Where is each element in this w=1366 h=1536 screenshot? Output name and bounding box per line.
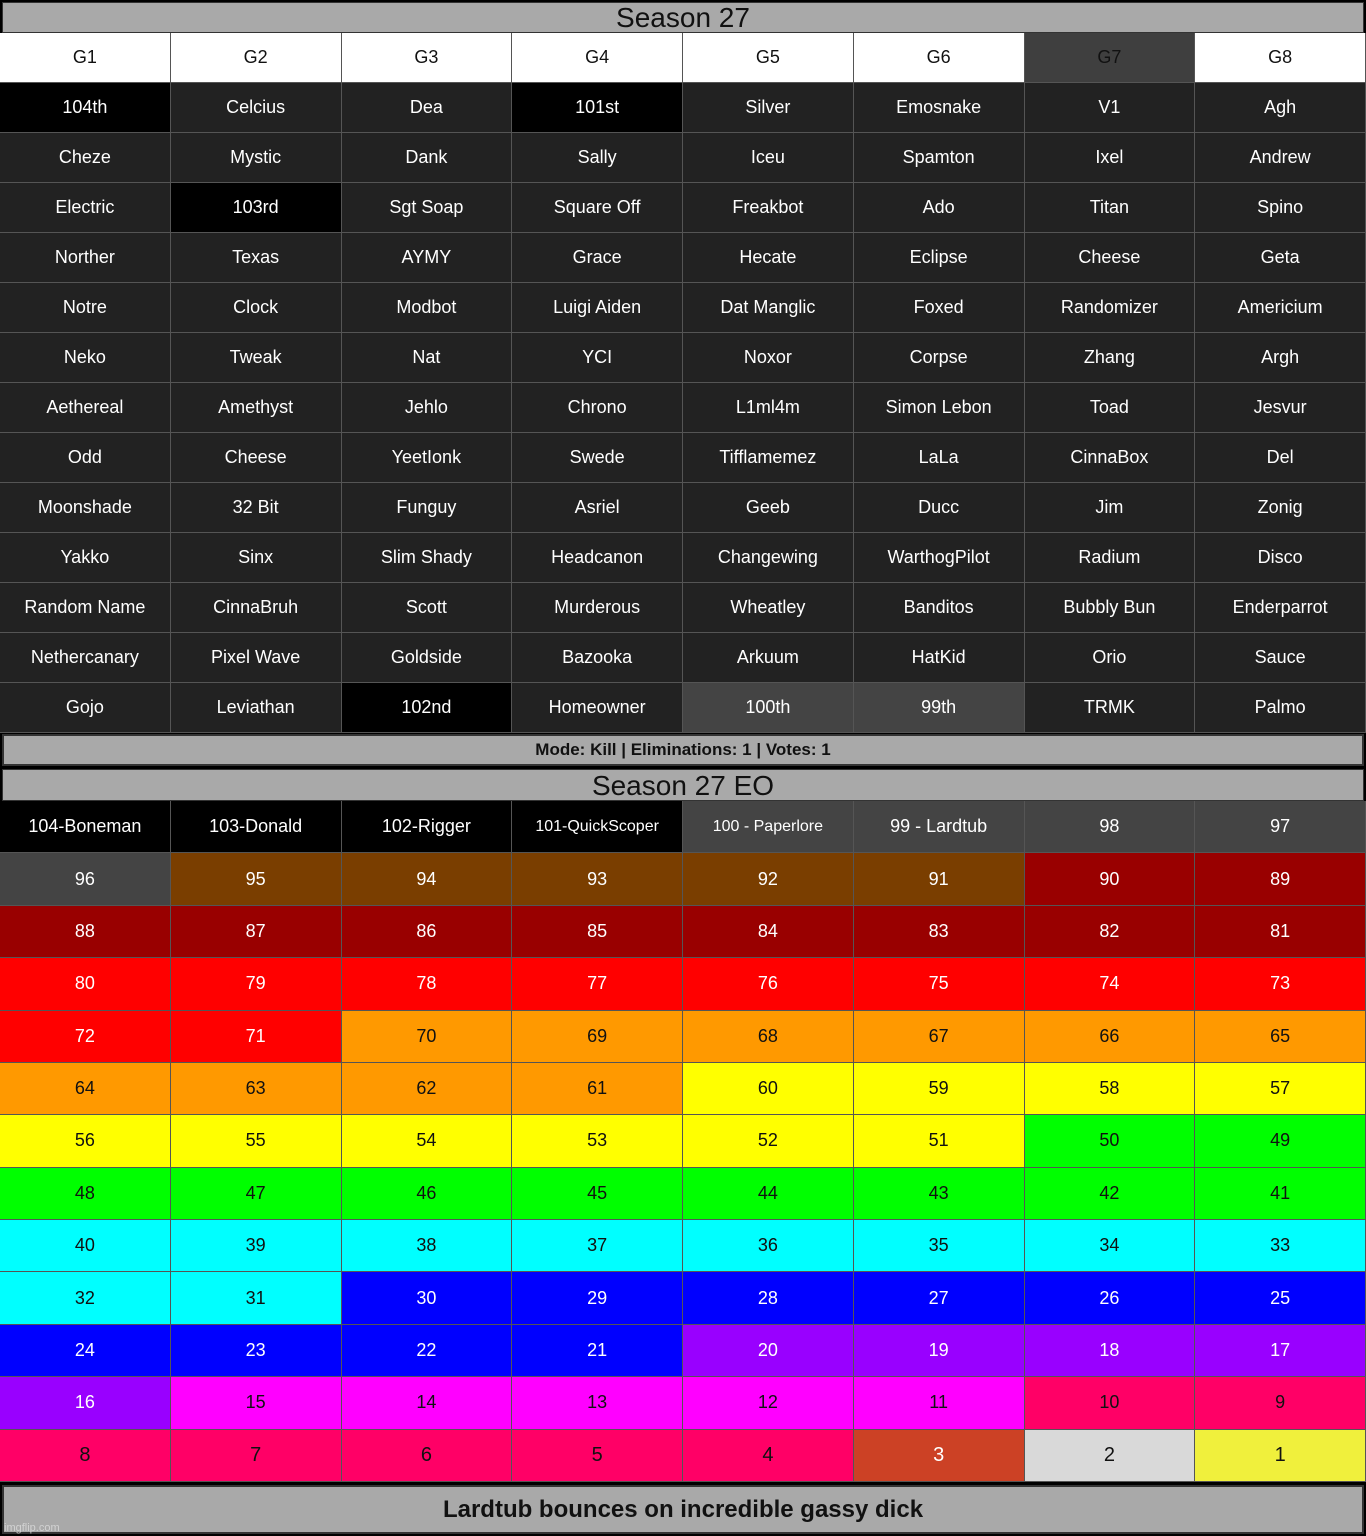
contestant-cell: Cheese: [171, 433, 342, 483]
placement-cell: 104-Boneman: [0, 801, 171, 853]
contestant-cell: Slim Shady: [342, 533, 513, 583]
placement-cell: 47: [171, 1168, 342, 1220]
placement-cell: 21: [512, 1325, 683, 1377]
contestant-cell: WarthogPilot: [854, 533, 1025, 583]
contestant-cell: Amethyst: [171, 383, 342, 433]
contestant-cell: Eclipse: [854, 233, 1025, 283]
contestant-cell: Luigi Aiden: [512, 283, 683, 333]
contestant-cell: Electric: [0, 183, 171, 233]
contestant-cell: Randomizer: [1025, 283, 1196, 333]
placement-cell: 3: [854, 1430, 1025, 1482]
season-grid: [0, 33, 1366, 733]
watermark: imgflip.com: [4, 1522, 60, 1534]
placement-cell: 67: [854, 1011, 1025, 1063]
contestant-cell: TRMK: [1025, 683, 1196, 733]
placement-cell: 103-Donald: [171, 801, 342, 853]
placement-cell: 97: [1195, 801, 1366, 853]
contestant-cell: Texas: [171, 233, 342, 283]
contestant-cell: Banditos: [854, 583, 1025, 633]
placement-cell: 14: [342, 1377, 513, 1429]
placement-cell: 19: [854, 1325, 1025, 1377]
placement-cell: 42: [1025, 1168, 1196, 1220]
placement-cell: 77: [512, 958, 683, 1010]
placement-cell: 6: [342, 1430, 513, 1482]
contestant-cell: Bubbly Bun: [1025, 583, 1196, 633]
placement-cell: 65: [1195, 1011, 1366, 1063]
contestant-cell: Spino: [1195, 183, 1366, 233]
placement-cell: 56: [0, 1115, 171, 1167]
contestant-cell: Changewing: [683, 533, 854, 583]
placement-cell: 22: [342, 1325, 513, 1377]
contestant-cell: Swede: [512, 433, 683, 483]
contestant-cell: Dank: [342, 133, 513, 183]
contestant-cell: Dat Manglic: [683, 283, 854, 333]
placement-cell: 57: [1195, 1063, 1366, 1115]
placement-cell: 100 - Paperlore: [683, 801, 854, 853]
placement-cell: 44: [683, 1168, 854, 1220]
footer-caption: Lardtub bounces on incredible gassy dick: [2, 1485, 1364, 1534]
contestant-cell: Scott: [342, 583, 513, 633]
placement-cell: 80: [0, 958, 171, 1010]
contestant-cell: Nethercanary: [0, 633, 171, 683]
placement-cell: 15: [171, 1377, 342, 1429]
placement-cell: 35: [854, 1220, 1025, 1272]
contestant-cell: Argh: [1195, 333, 1366, 383]
contestant-cell: Norther: [0, 233, 171, 283]
placement-cell: 30: [342, 1272, 513, 1324]
contestant-cell: Moonshade: [0, 483, 171, 533]
placement-cell: 60: [683, 1063, 854, 1115]
contestant-cell: L1ml4m: [683, 383, 854, 433]
placement-cell: 43: [854, 1168, 1025, 1220]
placement-cell: 51: [854, 1115, 1025, 1167]
contestant-cell: Yakko: [0, 533, 171, 583]
placement-cell: 64: [0, 1063, 171, 1115]
contestant-cell: Ixel: [1025, 133, 1196, 183]
placement-cell: 16: [0, 1377, 171, 1429]
placement-cell: 9: [1195, 1377, 1366, 1429]
placement-cell: 101-QuickScoper: [512, 801, 683, 853]
placement-cell: 55: [171, 1115, 342, 1167]
contestant-cell: Headcanon: [512, 533, 683, 583]
contestant-cell: Nat: [342, 333, 513, 383]
placement-cell: 98: [1025, 801, 1196, 853]
contestant-cell: Spamton: [854, 133, 1025, 183]
contestant-cell: Square Off: [512, 183, 683, 233]
contestant-cell: Jesvur: [1195, 383, 1366, 433]
placement-cell: 91: [854, 853, 1025, 905]
contestant-cell: Radium: [1025, 533, 1196, 583]
contestant-cell: YeetIonk: [342, 433, 513, 483]
contestant-cell: Modbot: [342, 283, 513, 333]
contestant-cell: Foxed: [854, 283, 1025, 333]
contestant-cell: Jim: [1025, 483, 1196, 533]
contestant-cell: Mystic: [171, 133, 342, 183]
contestant-cell: Dea: [342, 83, 513, 133]
placement-cell: 93: [512, 853, 683, 905]
contestant-cell: Clock: [171, 283, 342, 333]
placement-cell: 18: [1025, 1325, 1196, 1377]
placement-cell: 102-Rigger: [342, 801, 513, 853]
placement-cell: 58: [1025, 1063, 1196, 1115]
contestant-cell: Neko: [0, 333, 171, 383]
contestant-cell: Notre: [0, 283, 171, 333]
contestant-cell: Cheese: [1025, 233, 1196, 283]
contestant-cell: Sinx: [171, 533, 342, 583]
contestant-cell: Corpse: [854, 333, 1025, 383]
contestant-cell: Goldside: [342, 633, 513, 683]
season-header-g5: G5: [683, 33, 854, 83]
placement-cell: 66: [1025, 1011, 1196, 1063]
placement-cell: 33: [1195, 1220, 1366, 1272]
placement-cell: 59: [854, 1063, 1025, 1115]
placement-cell: 40: [0, 1220, 171, 1272]
contestant-cell: Sally: [512, 133, 683, 183]
contestant-cell: Disco: [1195, 533, 1366, 583]
placement-cell: 89: [1195, 853, 1366, 905]
placement-cell: 24: [0, 1325, 171, 1377]
placement-cell: 38: [342, 1220, 513, 1272]
placement-cell: 7: [171, 1430, 342, 1482]
contestant-cell: Zhang: [1025, 333, 1196, 383]
contestant-cell: Odd: [0, 433, 171, 483]
placement-cell: 76: [683, 958, 854, 1010]
contestant-cell: Ado: [854, 183, 1025, 233]
placement-cell: 17: [1195, 1325, 1366, 1377]
placement-cell: 52: [683, 1115, 854, 1167]
placement-cell: 95: [171, 853, 342, 905]
contestant-cell: Celcius: [171, 83, 342, 133]
contestant-cell: Agh: [1195, 83, 1366, 133]
eo-title: Season 27 EO: [2, 769, 1364, 801]
placement-cell: 12: [683, 1377, 854, 1429]
season-header-g6: G6: [854, 33, 1025, 83]
contestant-cell: Orio: [1025, 633, 1196, 683]
contestant-cell: CinnaBox: [1025, 433, 1196, 483]
placement-cell: 27: [854, 1272, 1025, 1324]
placement-cell: 2: [1025, 1430, 1196, 1482]
contestant-cell: Wheatley: [683, 583, 854, 633]
contestant-cell: Emosnake: [854, 83, 1025, 133]
placement-cell: 72: [0, 1011, 171, 1063]
placement-cell: 88: [0, 906, 171, 958]
contestant-cell: Palmo: [1195, 683, 1366, 733]
contestant-cell: YCI: [512, 333, 683, 383]
contestant-cell: Geta: [1195, 233, 1366, 283]
contestant-cell: Simon Lebon: [854, 383, 1025, 433]
contestant-cell: Del: [1195, 433, 1366, 483]
contestant-cell: Freakbot: [683, 183, 854, 233]
contestant-cell: Aethereal: [0, 383, 171, 433]
placement-cell: 54: [342, 1115, 513, 1167]
placement-cell: 41: [1195, 1168, 1366, 1220]
season-header-g4: G4: [512, 33, 683, 83]
contestant-cell: Asriel: [512, 483, 683, 533]
contestant-cell: Tweak: [171, 333, 342, 383]
placement-cell: 29: [512, 1272, 683, 1324]
contestant-cell: Bazooka: [512, 633, 683, 683]
placement-cell: 23: [171, 1325, 342, 1377]
placement-cell: 20: [683, 1325, 854, 1377]
contestant-cell: Homeowner: [512, 683, 683, 733]
placement-cell: 13: [512, 1377, 683, 1429]
season-title: Season 27: [2, 2, 1364, 33]
contestant-cell: Iceu: [683, 133, 854, 183]
contestant-cell: 104th: [0, 83, 171, 133]
placement-cell: 50: [1025, 1115, 1196, 1167]
contestant-cell: Jehlo: [342, 383, 513, 433]
season-header-g2: G2: [171, 33, 342, 83]
contestant-cell: 103rd: [171, 183, 342, 233]
placement-cell: 96: [0, 853, 171, 905]
placement-cell: 45: [512, 1168, 683, 1220]
placement-cell: 73: [1195, 958, 1366, 1010]
placement-cell: 70: [342, 1011, 513, 1063]
contestant-cell: Pixel Wave: [171, 633, 342, 683]
placement-cell: 26: [1025, 1272, 1196, 1324]
placement-cell: 4: [683, 1430, 854, 1482]
placement-cell: 36: [683, 1220, 854, 1272]
placement-cell: 5: [512, 1430, 683, 1482]
placement-cell: 39: [171, 1220, 342, 1272]
season-header-g1: G1: [0, 33, 171, 83]
contestant-cell: Arkuum: [683, 633, 854, 683]
contestant-cell: 32 Bit: [171, 483, 342, 533]
placement-cell: 85: [512, 906, 683, 958]
contestant-cell: Random Name: [0, 583, 171, 633]
contestant-cell: Americium: [1195, 283, 1366, 333]
placement-cell: 62: [342, 1063, 513, 1115]
placement-cell: 75: [854, 958, 1025, 1010]
placement-cell: 8: [0, 1430, 171, 1482]
placement-cell: 74: [1025, 958, 1196, 1010]
contestant-cell: Geeb: [683, 483, 854, 533]
contestant-cell: Enderparrot: [1195, 583, 1366, 633]
placement-cell: 94: [342, 853, 513, 905]
season-header-g3: G3: [342, 33, 513, 83]
contestant-cell: AYMY: [342, 233, 513, 283]
placement-cell: 69: [512, 1011, 683, 1063]
contestant-cell: Murderous: [512, 583, 683, 633]
contestant-cell: Tifflamemez: [683, 433, 854, 483]
placement-cell: 83: [854, 906, 1025, 958]
eo-grid: [0, 801, 1366, 1482]
placement-cell: 49: [1195, 1115, 1366, 1167]
contestant-cell: Sauce: [1195, 633, 1366, 683]
placement-cell: 11: [854, 1377, 1025, 1429]
contestant-cell: Cheze: [0, 133, 171, 183]
contestant-cell: CinnaBruh: [171, 583, 342, 633]
contestant-cell: Titan: [1025, 183, 1196, 233]
placement-cell: 48: [0, 1168, 171, 1220]
contestant-cell: Silver: [683, 83, 854, 133]
placement-cell: 92: [683, 853, 854, 905]
contestant-cell: Grace: [512, 233, 683, 283]
placement-cell: 10: [1025, 1377, 1196, 1429]
placement-cell: 79: [171, 958, 342, 1010]
placement-cell: 90: [1025, 853, 1196, 905]
contestant-cell: HatKid: [854, 633, 1025, 683]
placement-cell: 63: [171, 1063, 342, 1115]
contestant-cell: Zonig: [1195, 483, 1366, 533]
contestant-cell: Sgt Soap: [342, 183, 513, 233]
contestant-cell: Funguy: [342, 483, 513, 533]
contestant-cell: 100th: [683, 683, 854, 733]
placement-cell: 28: [683, 1272, 854, 1324]
season-header-g8: G8: [1195, 33, 1366, 83]
placement-cell: 53: [512, 1115, 683, 1167]
contestant-cell: 101st: [512, 83, 683, 133]
placement-cell: 78: [342, 958, 513, 1010]
contestant-cell: LaLa: [854, 433, 1025, 483]
placement-cell: 31: [171, 1272, 342, 1324]
placement-cell: 34: [1025, 1220, 1196, 1272]
placement-cell: 99 - Lardtub: [854, 801, 1025, 853]
placement-cell: 1: [1195, 1430, 1366, 1482]
contestant-cell: Andrew: [1195, 133, 1366, 183]
placement-cell: 87: [171, 906, 342, 958]
contestant-cell: Gojo: [0, 683, 171, 733]
contestant-cell: Hecate: [683, 233, 854, 283]
contestant-cell: Noxor: [683, 333, 854, 383]
placement-cell: 81: [1195, 906, 1366, 958]
placement-cell: 37: [512, 1220, 683, 1272]
season-header-g7: G7: [1025, 33, 1196, 83]
placement-cell: 86: [342, 906, 513, 958]
placement-cell: 68: [683, 1011, 854, 1063]
contestant-cell: Leviathan: [171, 683, 342, 733]
mode-status-bar: Mode: Kill | Eliminations: 1 | Votes: 1: [2, 734, 1364, 766]
contestant-cell: 102nd: [342, 683, 513, 733]
placement-cell: 32: [0, 1272, 171, 1324]
placement-cell: 46: [342, 1168, 513, 1220]
placement-cell: 82: [1025, 906, 1196, 958]
placement-cell: 84: [683, 906, 854, 958]
contestant-cell: V1: [1025, 83, 1196, 133]
contestant-cell: Toad: [1025, 383, 1196, 433]
placement-cell: 25: [1195, 1272, 1366, 1324]
contestant-cell: 99th: [854, 683, 1025, 733]
contestant-cell: Chrono: [512, 383, 683, 433]
placement-cell: 61: [512, 1063, 683, 1115]
contestant-cell: Ducc: [854, 483, 1025, 533]
placement-cell: 71: [171, 1011, 342, 1063]
